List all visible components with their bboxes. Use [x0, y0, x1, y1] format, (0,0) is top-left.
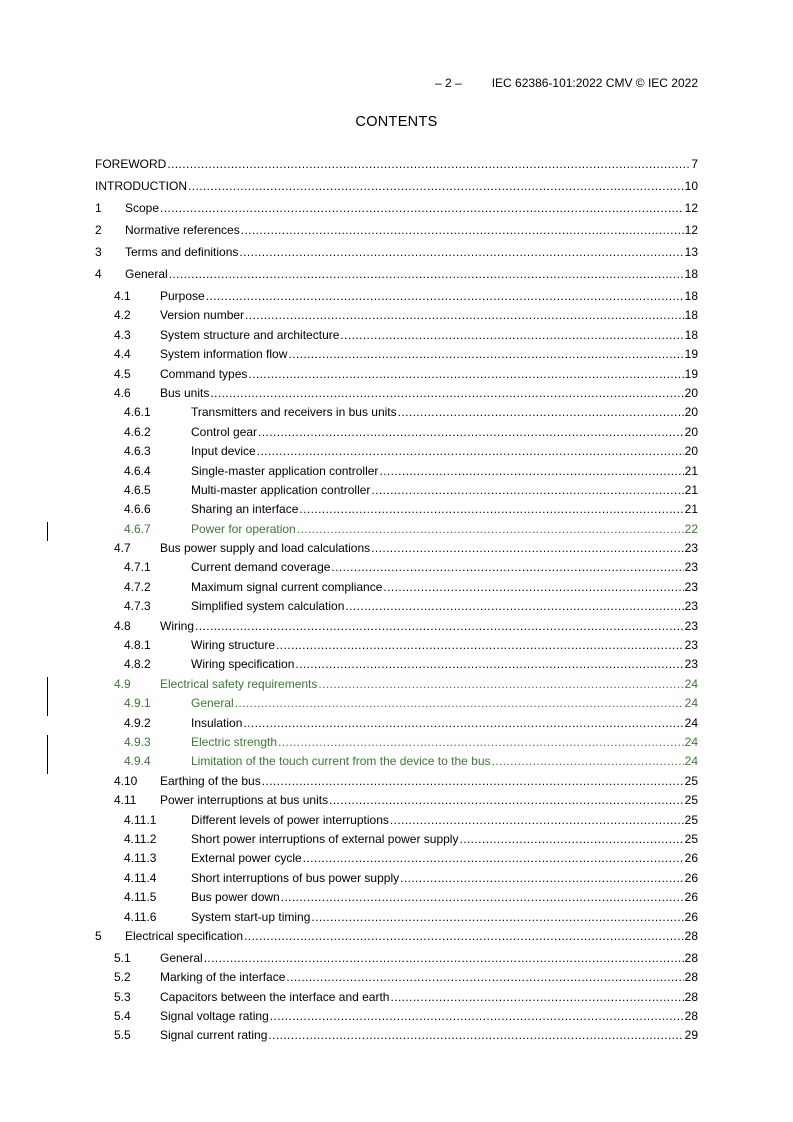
- toc-entry-title: System structure and architecture: [160, 327, 340, 342]
- toc-entry-title: Power for operation: [191, 521, 296, 536]
- dot-leader: [297, 522, 684, 536]
- toc-entry[interactable]: [95, 832, 698, 851]
- toc-entry[interactable]: [95, 754, 698, 773]
- toc-entry[interactable]: [95, 560, 698, 579]
- dot-leader: [257, 444, 684, 458]
- toc-entry-number: 4.7.1: [124, 560, 151, 575]
- toc-entry[interactable]: [95, 267, 698, 289]
- dot-leader: [210, 386, 683, 400]
- dot-leader: [243, 716, 683, 730]
- toc-entry-number: 4.4: [114, 347, 131, 362]
- change-bar: [47, 677, 48, 716]
- toc-entry[interactable]: [95, 223, 698, 245]
- toc-entry-title: Signal current rating: [160, 1028, 268, 1043]
- toc-entry-title: Purpose: [160, 289, 205, 303]
- toc-entry-title: Multi-master application controller: [191, 482, 371, 497]
- dot-leader: [492, 754, 684, 768]
- toc-entry-title: Scope: [125, 201, 160, 215]
- toc-entry-number: 4.9.1: [124, 696, 151, 711]
- toc-entry-title: Bus power supply and load calculations: [160, 541, 371, 556]
- toc-entry-title: Insulation: [191, 715, 243, 730]
- toc-entry-page: 25: [684, 773, 698, 788]
- toc-entry[interactable]: [95, 502, 698, 521]
- toc-entry-page: 23: [684, 657, 698, 672]
- toc-entry-number: 5.5: [114, 1028, 131, 1043]
- dot-leader: [188, 179, 684, 193]
- toc-entry[interactable]: [95, 970, 698, 989]
- toc-entry-page: 24: [684, 715, 698, 730]
- dot-leader: [235, 696, 684, 710]
- toc-entry[interactable]: [95, 910, 698, 929]
- document-reference: IEC 62386-101:2022 CMV © IEC 2022: [491, 76, 698, 90]
- toc-entry-page: 24: [684, 754, 698, 769]
- toc-entry-number: 4.6.4: [124, 463, 151, 478]
- toc-entry[interactable]: [95, 716, 698, 735]
- toc-entry-title: Limitation of the touch current from the device to the bus: [191, 754, 491, 769]
- toc-entry-number: 4.6.3: [124, 444, 151, 459]
- dot-leader: [311, 910, 683, 924]
- toc-entry-page: 19: [684, 366, 698, 381]
- dot-leader: [390, 813, 684, 827]
- toc-entry[interactable]: [95, 308, 698, 327]
- dot-leader: [371, 541, 684, 555]
- toc-entry-title: Wiring structure: [191, 638, 276, 653]
- dot-leader: [340, 328, 683, 342]
- toc-entry-page: 23: [684, 579, 698, 594]
- toc-entry-title: Terms and definitions: [125, 245, 239, 259]
- toc-entry-number: 4.10: [114, 773, 138, 788]
- toc-entry[interactable]: [95, 1028, 698, 1047]
- dot-leader: [295, 657, 683, 671]
- toc-entry-number: 5.1: [114, 950, 131, 965]
- toc-entry-title: Earthing of the bus: [160, 773, 261, 788]
- dot-leader: [286, 970, 683, 984]
- toc-entry-number: 3: [95, 245, 102, 259]
- toc-entry-page: 7: [691, 157, 698, 171]
- toc-entry-page: 26: [684, 851, 698, 866]
- toc-entry-title: Short interruptions of bus power supply: [191, 870, 400, 885]
- dot-leader: [331, 560, 683, 574]
- toc-entry-number: 5.3: [114, 989, 131, 1004]
- dot-leader: [276, 638, 684, 652]
- toc-entry-number: 4.9.2: [124, 715, 151, 730]
- toc-entry-page: 13: [684, 245, 698, 259]
- dot-leader: [398, 405, 684, 419]
- dot-leader: [318, 677, 683, 691]
- toc-entry[interactable]: [95, 201, 698, 223]
- toc-entry-page: 25: [684, 812, 698, 827]
- toc-entry[interactable]: [95, 951, 698, 970]
- toc-entry-number: 4.6.2: [124, 424, 151, 439]
- toc-entry-page: 24: [684, 696, 698, 711]
- toc-entry-number: 4.11.6: [124, 909, 157, 924]
- toc-entry-title: Electrical specification: [125, 928, 244, 943]
- toc-entry-number: 4.9.3: [124, 734, 151, 749]
- toc-entry-page: 24: [684, 734, 698, 749]
- toc-entry-page: 18: [684, 289, 698, 303]
- toc-entry-number: 4.11: [114, 793, 137, 808]
- dot-leader: [379, 464, 683, 478]
- toc-entry[interactable]: [95, 245, 698, 267]
- toc-entry-page: 21: [684, 463, 698, 478]
- toc-entry[interactable]: [95, 157, 698, 179]
- page-title: CONTENTS: [355, 114, 438, 130]
- toc-entry-title: Maximum signal current compliance: [191, 579, 383, 594]
- toc-entry-page: 12: [684, 223, 698, 237]
- toc-entry-number: 4.11.5: [124, 890, 157, 905]
- dot-leader: [383, 580, 683, 594]
- dot-leader: [262, 774, 684, 788]
- toc-entry-number: 5.2: [114, 970, 131, 985]
- dot-leader: [371, 483, 683, 497]
- toc-entry-title: Wiring specification: [191, 657, 295, 672]
- toc-entry-number: 4.6.7: [124, 521, 151, 536]
- toc-entry-number: 4.6.5: [124, 482, 151, 497]
- toc-entry-title: Different levels of power interruptions: [191, 812, 389, 827]
- toc-entry[interactable]: [95, 347, 698, 366]
- dot-leader: [195, 619, 684, 633]
- dot-leader: [281, 890, 684, 904]
- toc-entry[interactable]: [95, 179, 698, 201]
- toc-entry-page: 20: [684, 405, 698, 420]
- toc-entry-number: 4.7: [114, 541, 131, 556]
- toc-entry-page: 26: [684, 909, 698, 924]
- dot-leader: [204, 951, 684, 965]
- dot-leader: [278, 735, 684, 749]
- toc-entry-number: 4: [95, 267, 102, 281]
- toc-entry-title: Single-master application controller: [191, 463, 379, 478]
- toc-entry[interactable]: [95, 890, 698, 909]
- toc-entry-title: Control gear: [191, 424, 258, 439]
- toc-entry[interactable]: [95, 386, 698, 405]
- toc-entry[interactable]: [95, 580, 698, 599]
- toc-entry-number: 4.8.2: [124, 657, 151, 672]
- dot-leader: [390, 990, 683, 1004]
- toc-entry-page: 18: [684, 267, 698, 281]
- dot-leader: [459, 832, 683, 846]
- toc-entry-page: 12: [684, 201, 698, 215]
- dot-leader: [329, 793, 684, 807]
- dot-leader: [206, 289, 684, 303]
- toc-entry[interactable]: [95, 289, 698, 308]
- toc-entry-number: 4.1: [114, 289, 131, 303]
- toc-entry-number: 4.2: [114, 308, 131, 323]
- toc-entry-page: 23: [684, 541, 698, 556]
- toc-entry-page: 23: [684, 599, 698, 614]
- toc-entry-title: Electrical safety requirements: [160, 676, 318, 691]
- dot-leader: [345, 599, 683, 613]
- toc-entry[interactable]: [95, 464, 698, 483]
- toc-entry[interactable]: [95, 1009, 698, 1028]
- toc-entry[interactable]: [95, 871, 698, 890]
- toc-entry-page: 24: [684, 676, 698, 691]
- dot-leader: [239, 245, 683, 259]
- toc-entry[interactable]: [95, 696, 698, 715]
- toc-entry-number: 4.11.3: [124, 851, 157, 866]
- toc-entry-page: 28: [684, 928, 698, 943]
- toc-entry-number: 4.11.4: [124, 870, 157, 885]
- dot-leader: [241, 223, 684, 237]
- toc-entry-title: Signal voltage rating: [160, 1009, 269, 1024]
- toc-entry-page: 28: [684, 970, 698, 985]
- toc-entry-page: 25: [684, 831, 698, 846]
- toc-entry[interactable]: [95, 851, 698, 870]
- toc-entry-page: 21: [684, 482, 698, 497]
- toc-entry[interactable]: [95, 328, 698, 347]
- toc-entry-page: 25: [684, 793, 698, 808]
- toc-entry-title: General: [125, 267, 168, 281]
- toc-entry[interactable]: [95, 657, 698, 676]
- toc-entry-number: 1: [95, 201, 102, 215]
- toc-entry-title: External power cycle: [191, 851, 302, 866]
- dot-leader: [288, 347, 683, 361]
- toc-entry[interactable]: [95, 541, 698, 560]
- toc-entry-number: 4.6.6: [124, 502, 151, 517]
- toc-entry-page: 20: [684, 385, 698, 400]
- dot-leader: [167, 157, 690, 171]
- toc-entry-page: 18: [684, 327, 698, 342]
- dot-leader: [400, 871, 684, 885]
- toc-entry-page: 29: [684, 1028, 698, 1043]
- toc-entry[interactable]: [95, 813, 698, 832]
- toc-entry-page: 23: [684, 638, 698, 653]
- toc-entry-number: 4.3: [114, 327, 131, 342]
- page-number: – 2 –: [435, 76, 462, 90]
- toc-entry-page: 10: [684, 179, 698, 193]
- toc-entry-page: 26: [684, 890, 698, 905]
- toc-entry-title: System start-up timing: [191, 909, 311, 924]
- toc-entry-number: 5: [95, 928, 102, 943]
- toc-entry-number: 4.5: [114, 366, 131, 381]
- toc-entry-number: 2: [95, 223, 102, 237]
- toc-entry-title: Normative references: [125, 223, 240, 237]
- toc-entry-title: General: [160, 950, 203, 965]
- dot-leader: [258, 425, 684, 439]
- toc-entry-title: Capacitors between the interface and earth: [160, 989, 390, 1004]
- toc-entry-page: 21: [684, 502, 698, 517]
- toc-entry[interactable]: [95, 638, 698, 657]
- dot-leader: [245, 308, 684, 322]
- dot-leader: [268, 1028, 683, 1042]
- toc-entry-title: Wiring: [160, 618, 195, 633]
- toc-entry-page: 20: [684, 444, 698, 459]
- toc-entry-number: 4.8.1: [124, 638, 151, 653]
- toc-entry-number: 4.6.1: [124, 405, 151, 420]
- toc-entry-number: 4.8: [114, 618, 131, 633]
- toc-entry[interactable]: [95, 735, 698, 754]
- dot-leader: [160, 201, 684, 215]
- toc-entry[interactable]: [95, 619, 698, 638]
- toc-entry-number: 4.11.2: [124, 831, 157, 846]
- toc-entry[interactable]: [95, 405, 698, 424]
- dot-leader: [299, 502, 683, 516]
- dot-leader: [169, 267, 684, 281]
- toc-entry-title: Marking of the interface: [160, 970, 286, 985]
- toc-entry-page: 20: [684, 424, 698, 439]
- dot-leader: [270, 1009, 684, 1023]
- toc-entry-title: Transmitters and receivers in bus units: [191, 405, 397, 420]
- toc-entry-number: 4.6: [114, 385, 131, 400]
- toc-entry[interactable]: [95, 483, 698, 502]
- change-bar: [47, 522, 48, 541]
- toc-entry-title: Bus power down: [191, 890, 280, 905]
- toc-entry-page: 23: [684, 618, 698, 633]
- toc-entry[interactable]: [95, 599, 698, 618]
- toc-entry-title: Short power interruptions of external power supply: [191, 831, 459, 846]
- toc-entry-page: 22: [684, 521, 698, 536]
- toc-entry-page: 19: [684, 347, 698, 362]
- toc-entry-title: Simplified system calculation: [191, 599, 345, 614]
- toc-entry[interactable]: [95, 444, 698, 463]
- toc-entry-number: 5.4: [114, 1009, 131, 1024]
- toc-entry-page: 23: [684, 560, 698, 575]
- toc-entry[interactable]: [95, 990, 698, 1009]
- toc-entry-title: INTRODUCTION: [95, 179, 187, 193]
- toc-entry-number: 4.9.4: [124, 754, 151, 769]
- toc-entry-title: Version number: [160, 308, 245, 323]
- toc-entry-page: 28: [684, 1009, 698, 1024]
- toc-entry-number: 4.11.1: [124, 812, 157, 827]
- toc-entry-title: Power interruptions at bus units: [160, 793, 329, 808]
- toc-entry-page: 28: [684, 950, 698, 965]
- toc-entry-page: 18: [684, 308, 698, 323]
- dot-leader: [303, 851, 684, 865]
- toc-entry-number: 4.7.3: [124, 599, 151, 614]
- toc-entry-title: System information flow: [160, 347, 288, 362]
- toc-entry-page: 28: [684, 989, 698, 1004]
- page-header: [0, 76, 698, 90]
- toc-entry-title: Bus units: [160, 385, 210, 400]
- change-bar: [47, 735, 48, 774]
- toc-entry[interactable]: [95, 425, 698, 444]
- toc-entry-title: Input device: [191, 444, 256, 459]
- dot-leader: [248, 367, 683, 381]
- toc-entry[interactable]: [95, 677, 698, 696]
- table-of-contents: [95, 157, 698, 1048]
- toc-entry[interactable]: [95, 774, 698, 793]
- toc-entry-number: 4.7.2: [124, 579, 151, 594]
- toc-entry-title: Electric strength: [191, 734, 278, 749]
- toc-entry-title: Command types: [160, 366, 248, 381]
- toc-entry-number: 4.9: [114, 676, 131, 691]
- toc-entry[interactable]: [95, 522, 698, 541]
- toc-entry-title: Sharing an interface: [191, 502, 299, 517]
- toc-entry[interactable]: [95, 367, 698, 386]
- toc-entry-title: FOREWORD: [95, 157, 167, 171]
- toc-entry[interactable]: [95, 793, 698, 812]
- toc-entry[interactable]: [95, 929, 698, 951]
- toc-entry-title: Current demand coverage: [191, 560, 331, 575]
- dot-leader: [244, 929, 684, 943]
- toc-entry-page: 26: [684, 870, 698, 885]
- toc-entry-title: General: [191, 696, 234, 711]
